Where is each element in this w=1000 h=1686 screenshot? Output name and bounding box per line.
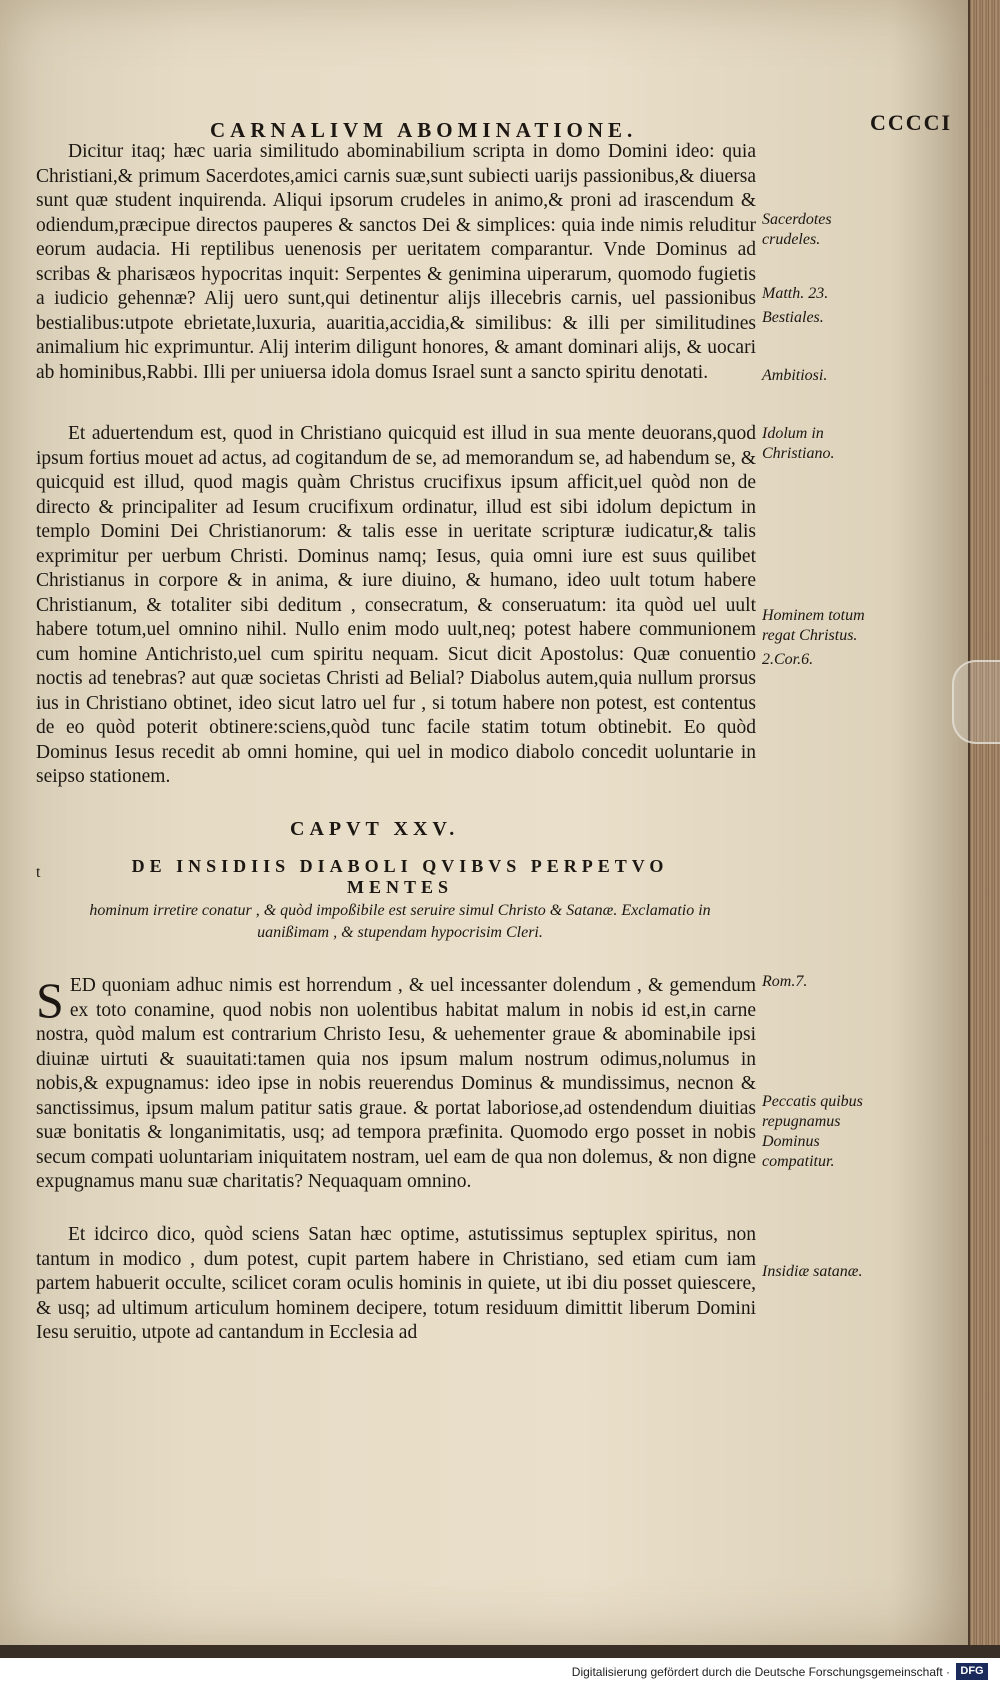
drop-capital: S <box>36 972 64 1028</box>
chapter-title: DE INSIDIIS DIABOLI QVIBVS PERPETVO MENTES <box>131 856 669 897</box>
dfg-logo-icon: DFG <box>956 1663 988 1680</box>
margin-note: Insidiæ satanæ. <box>762 1263 863 1280</box>
footer-bar <box>0 1658 1000 1686</box>
chapter-subtitle: hominum irretire conatur , & quòd impoßibile est seruire simul Christo & Satanæ. Exclamatio in uanißimam , & stupendam hypocrisim Cleri. <box>89 902 711 941</box>
chapter-number: CAPVT XXV. <box>290 818 460 840</box>
page-clip <box>952 660 1000 744</box>
paragraph-with-dropcap <box>36 974 756 1195</box>
chapter-heading <box>80 856 720 944</box>
text-block-2 <box>36 422 756 790</box>
section-mark: t <box>36 864 41 881</box>
margin-note: Peccatis quibus repugnamus Dominus compatitur. <box>762 1093 863 1170</box>
paragraph-text: ED quoniam adhuc nimis est horrendum , & uel incessanter dolendum , & gemendum ex toto conamine, quod nobis non uolentibus habitat malum in nobis id est,in carne nostra, quòd malum est contrarium Christo Iesu, & uehementer graue & abominabile ipsi diuinæ uirtuti & suauitati:tamen quia nos ipsum malum nostrum odimus,nolumus in nobis,& expugnamus: ideo ipse in nobis reuerendus Dominus & mundissimus, necnon & sanctissimus, ipsum malum patitur satis graue. & portat laboriose,ad ostendendum diuitias suæ bonitatis & longanimitatis, usq; ad tempora præfinita. Quomodo ergo posset in nobis secum compati uoluntariam iniquitatem nostram, uel eam de qua non dolemus, & non digne expugnamus manu suæ charitatis? Nequaquam omnino. <box>36 975 756 1192</box>
margin-note: Sacerdotes crudeles. <box>762 211 832 248</box>
margin-note: Bestiales. <box>762 309 824 326</box>
margin-note: Matth. 23. <box>762 285 829 302</box>
text-block-3 <box>36 974 756 1195</box>
folio-number: CCCCI <box>870 110 953 135</box>
page-edges <box>968 0 1000 1645</box>
text-block-1 <box>36 140 756 385</box>
text-block-4 <box>36 1223 756 1346</box>
margin-note: Ambitiosi. <box>762 367 828 384</box>
margin-note: 2.Cor.6. <box>762 651 814 668</box>
paragraph: Et idcirco dico, quòd sciens Satan hæc optime, astutissimus septuplex spiritus, non tantum in modico , dum potest, cupit partem habere in Christiano, sed etiam cum iam partem habuerit occulte, scilicet coram oculis hominis in quiete, ut ibi diu posset quiescere, & usq; ad ultimum articulum hominem decipere, totum residuum dimittit liberum Domini Iesu seruitio, utpote ad cantandum in Ecclesia ad <box>36 1224 756 1343</box>
margin-note: Hominem totum regat Christus. <box>762 607 865 644</box>
margin-note: Rom.7. <box>762 973 808 990</box>
margin-note: Idolum in Christiano. <box>762 425 835 462</box>
paragraph: Dicitur itaq; hæc uaria similitudo abominabilium scripta in domo Domini ideo: quia Christiani,& primum Sacerdotes,amici carnis suæ,sunt subiecti uarijs passionibus,& diuersa sunt quæ student inquirenda. Aliqui ipsorum crudeles in animo,& proni ad irascendum & odiendum,præcipue directos pauperes & sanctos Dei & simplices: quia inde nimis reluditur eorum audacia. Hi reptilibus uenenosis per ueritatem comparantur. Vnde Dominus ad scribas & pharisæos hypocritas inquit: Serpentes & genimina uiperarum, quomodo fugietis a iudicio gehennæ? Alij uero sunt,qui detinentur alijs illecebris carnis, uel passionibus bestialibus:utpote ebrietate,luxuria, auaritia,accidia,& similibus: & illi per similitudines animalium hic exprimuntur. Alij interim diligunt honores, & amant dominari alijs, & uocari ab hominibus,Rabbi. Illi per uniuersa idola domus Israel sunt a sancto spiritu denotati. <box>36 141 756 383</box>
running-head: CARNALIVM ABOMINATIONE. <box>210 118 638 142</box>
paragraph: Et aduertendum est, quod in Christiano quicquid est illud in sua mente deuorans,quod ipsum fortius mouet ad actus, ad cogitandum de se, ad memorandum se, ad habendum se, & quicquid est illud, quod magis quàm Christus crucifixus ipsum afficit,uel quòd non de directo & principaliter ad Iesum crucifixum ordinatur, illud est sibi idolum depictum in templo Domini Dei Christianorum: & talis esse in ueritate scripturæ iudicatur,& talis exprimitur per uerbum Christi. Dominus namq; Iesus, quia omni iure est suus quilibet Christianus in corpore & in anima, & iure diuino, & humano, ideo uult totum habere Christianum, & totaliter sibi deditum , consecratum, & conseruatum: ita quòd uel uult habere totum,uel omnino nihil. Nullo enim modo uult,neq; potest habere communionem cum homine Antichristo,uel cum spiritu nequam. Sicut dicit Apostolus: Quæ conuentio noctis ad tenebras? aut quæ societas Christi ad Belial? Diabolus autem,quia nullum prorsus ius in Christiano obtinet, ideo sicut latro uel fur , si totum habere non potest, est contentus de eo quòd poterit obtinere:sciens,quòd tunc facile statim totum obtinebit. Eo quòd Dominus Iesus recedit ab omni homine, qui uel in modico diabolo concedit uoluntarie in seipso stationem. <box>36 423 756 787</box>
funding-notice: Digitalisierung gefördert durch die Deutsche Forschungsgemeinschaft · <box>571 1665 950 1679</box>
